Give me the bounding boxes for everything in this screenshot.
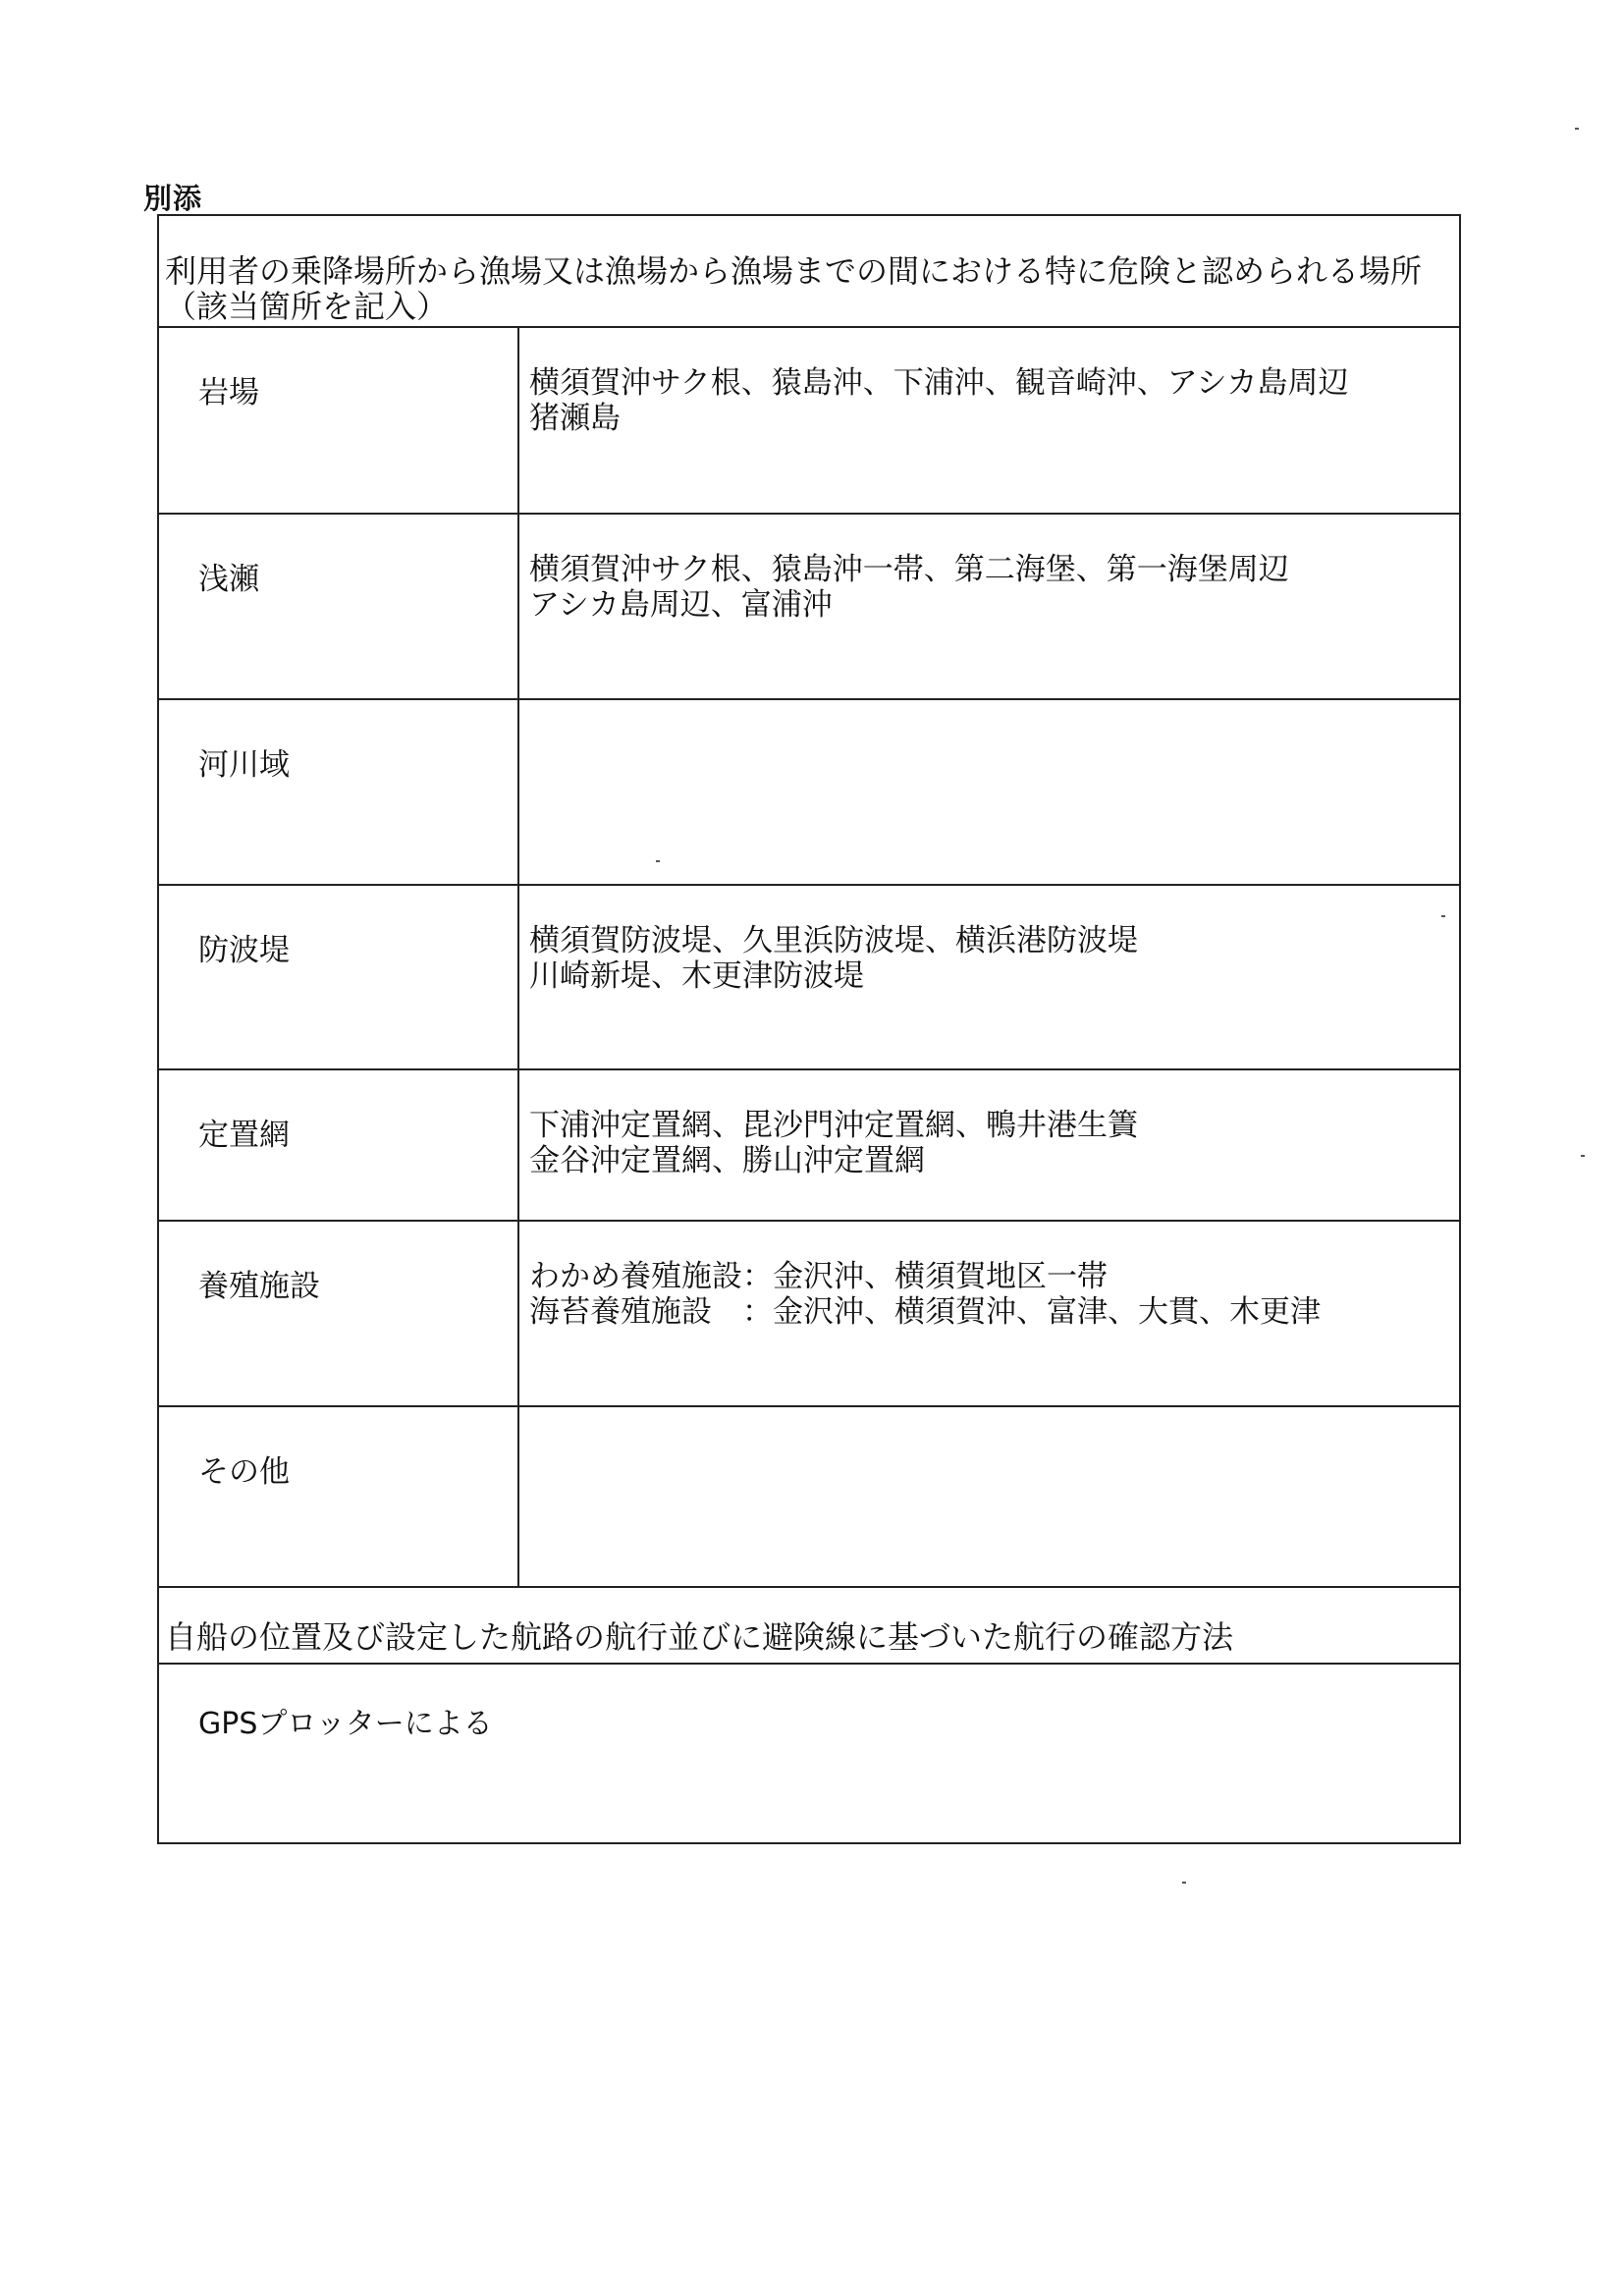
row-label: 養殖施設: [159, 1222, 519, 1405]
scan-speck: [656, 860, 660, 862]
row-value-line: 下浦沖定置網、毘沙門沖定置網、鴨井港生簀: [529, 1108, 1138, 1143]
hazard-header: 利用者の乗降場所から漁場又は漁場から漁場までの間における特に危険と認められる場所（該当箇所を記入）: [159, 216, 1459, 328]
row-value: [529, 1108, 1449, 1178]
row-value-line: 川崎新堤、木更津防波堤: [529, 958, 864, 994]
row-shallows: [159, 515, 1459, 700]
row-value-line: 海苔養殖施設 ：金沢沖、横須賀沖、富津、大貫、木更津: [529, 1294, 1321, 1330]
row-breakwater: [159, 886, 1459, 1070]
attachment-label: 別添: [143, 182, 203, 215]
row-value: [529, 1259, 1449, 1330]
row-river: [159, 700, 1459, 886]
row-value-line: 横須賀沖サク根、猿島沖、下浦沖、観音崎沖、アシカ島周辺: [529, 365, 1349, 401]
row-other: [159, 1407, 1459, 1588]
method-heading: 自船の位置及び設定した航路の航行並びに避険線に基づいた航行の確認方法: [159, 1588, 1459, 1665]
row-value-line: 猪瀬島: [529, 401, 621, 436]
scan-speck: [1575, 128, 1579, 130]
row-value-line: アシカ島周辺、富浦沖: [529, 587, 833, 623]
row-label: 河川域: [159, 700, 519, 884]
row-value-line: 横須賀沖サク根、猿島沖一帯、第二海堡、第一海堡周辺: [529, 552, 1289, 587]
row-label: 浅瀬: [159, 515, 519, 698]
row-value: [529, 552, 1449, 623]
row-label: その他: [159, 1407, 519, 1586]
hazard-form-table: [157, 214, 1461, 1844]
row-set-net: [159, 1070, 1459, 1222]
row-rocks: [159, 328, 1459, 515]
scan-speck: [1441, 915, 1445, 917]
scan-speck: [1581, 1155, 1585, 1157]
row-value-line: わかめ養殖施設：金沢沖、横須賀地区一帯: [529, 1259, 1108, 1294]
row-label: 防波堤: [159, 886, 519, 1068]
row-label: 岩場: [159, 328, 519, 513]
scan-speck: [1182, 1882, 1186, 1884]
row-value: [529, 923, 1449, 994]
row-label: 定置網: [159, 1070, 519, 1220]
row-value: [529, 365, 1449, 436]
method-answer: GPSプロッターによる: [198, 1707, 493, 1741]
row-value-line: 金谷沖定置網、勝山沖定置網: [529, 1143, 925, 1178]
row-value-line: 横須賀防波堤、久里浜防波堤、横浜港防波堤: [529, 923, 1138, 958]
row-aquaculture: [159, 1222, 1459, 1407]
